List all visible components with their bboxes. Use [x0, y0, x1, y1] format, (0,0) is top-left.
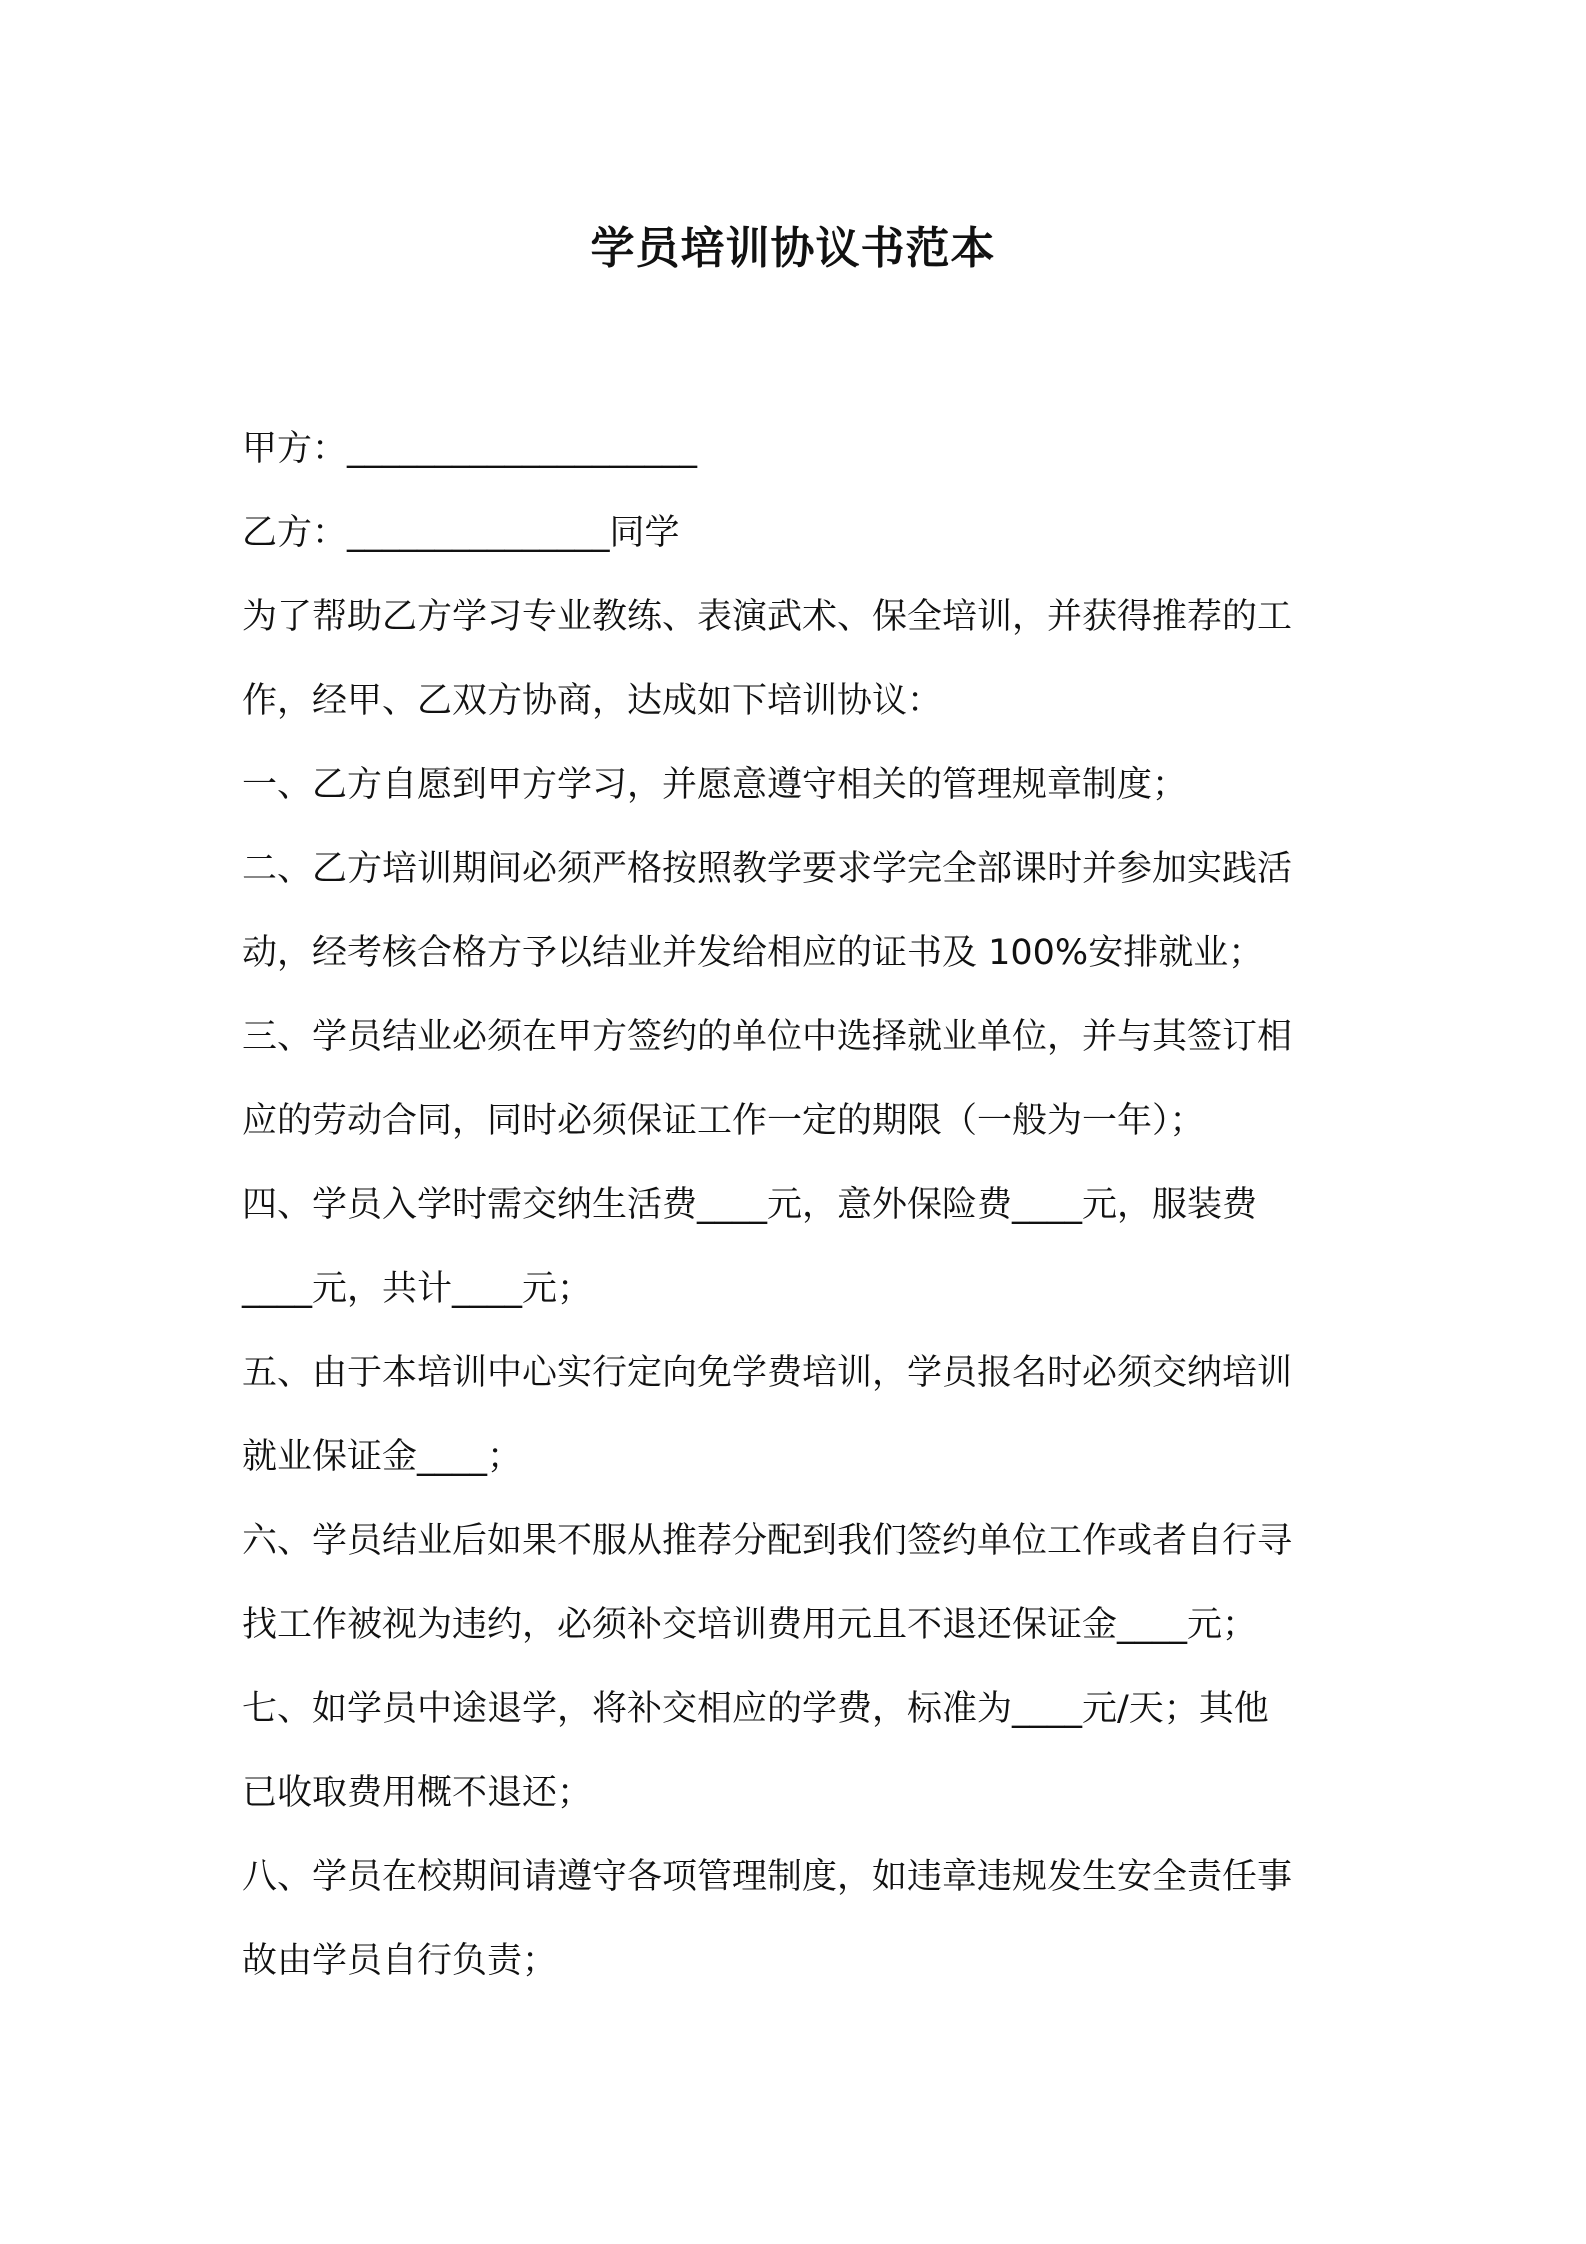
clause-4: 四、学员入学时需交纳生活费____元，意外保险费____元，服装费 ____元，共计____元；: [242, 1185, 1258, 1309]
clause-8: 八、学员在校期间请遵守各项管理制度，如违章违规发生安全责任事 故由学员自行负责；: [242, 1857, 1293, 1981]
clause-3: 三、学员结业必须在甲方签约的单位中选择就业单位，并与其签订相 应的劳动合同，同时必须保证工作一定的期限（一般为一年）；: [242, 1017, 1293, 1141]
intro-paragraph: 为了帮助乙方学习专业教练、表演武术、保全培训，并获得推荐的工 作，经甲、乙双方协商，达成如下培训协议：: [242, 597, 1293, 721]
clause-6: 六、学员结业后如果不服从推荐分配到我们签约单位工作或者自行寻 找工作被视为违约，必须补交培训费用元且不退还保证金____元；: [242, 1521, 1293, 1645]
clause-1: 一、乙方自愿到甲方学习，并愿意遵守相关的管理规章制度；: [242, 765, 1188, 805]
party-a-line: 甲方：____________________: [242, 429, 698, 469]
clause-2: 二、乙方培训期间必须严格按照教学要求学完全部课时并参加实践活 动，经考核合格方予以结业并发给相应的证书及 100%安排就业；: [242, 849, 1293, 973]
document-title: 学员培训协议书范本: [590, 223, 996, 274]
party-b-line: 乙方：_______________同学: [242, 513, 680, 553]
document-body: [242, 407, 1362, 2003]
clause-7: 七、如学员中途退学，将补交相应的学费，标准为____元/天；其他 已收取费用概不退还；: [242, 1689, 1269, 1813]
clause-5: 五、由于本培训中心实行定向免学费培训，学员报名时必须交纳培训 就业保证金____；: [242, 1353, 1293, 1477]
